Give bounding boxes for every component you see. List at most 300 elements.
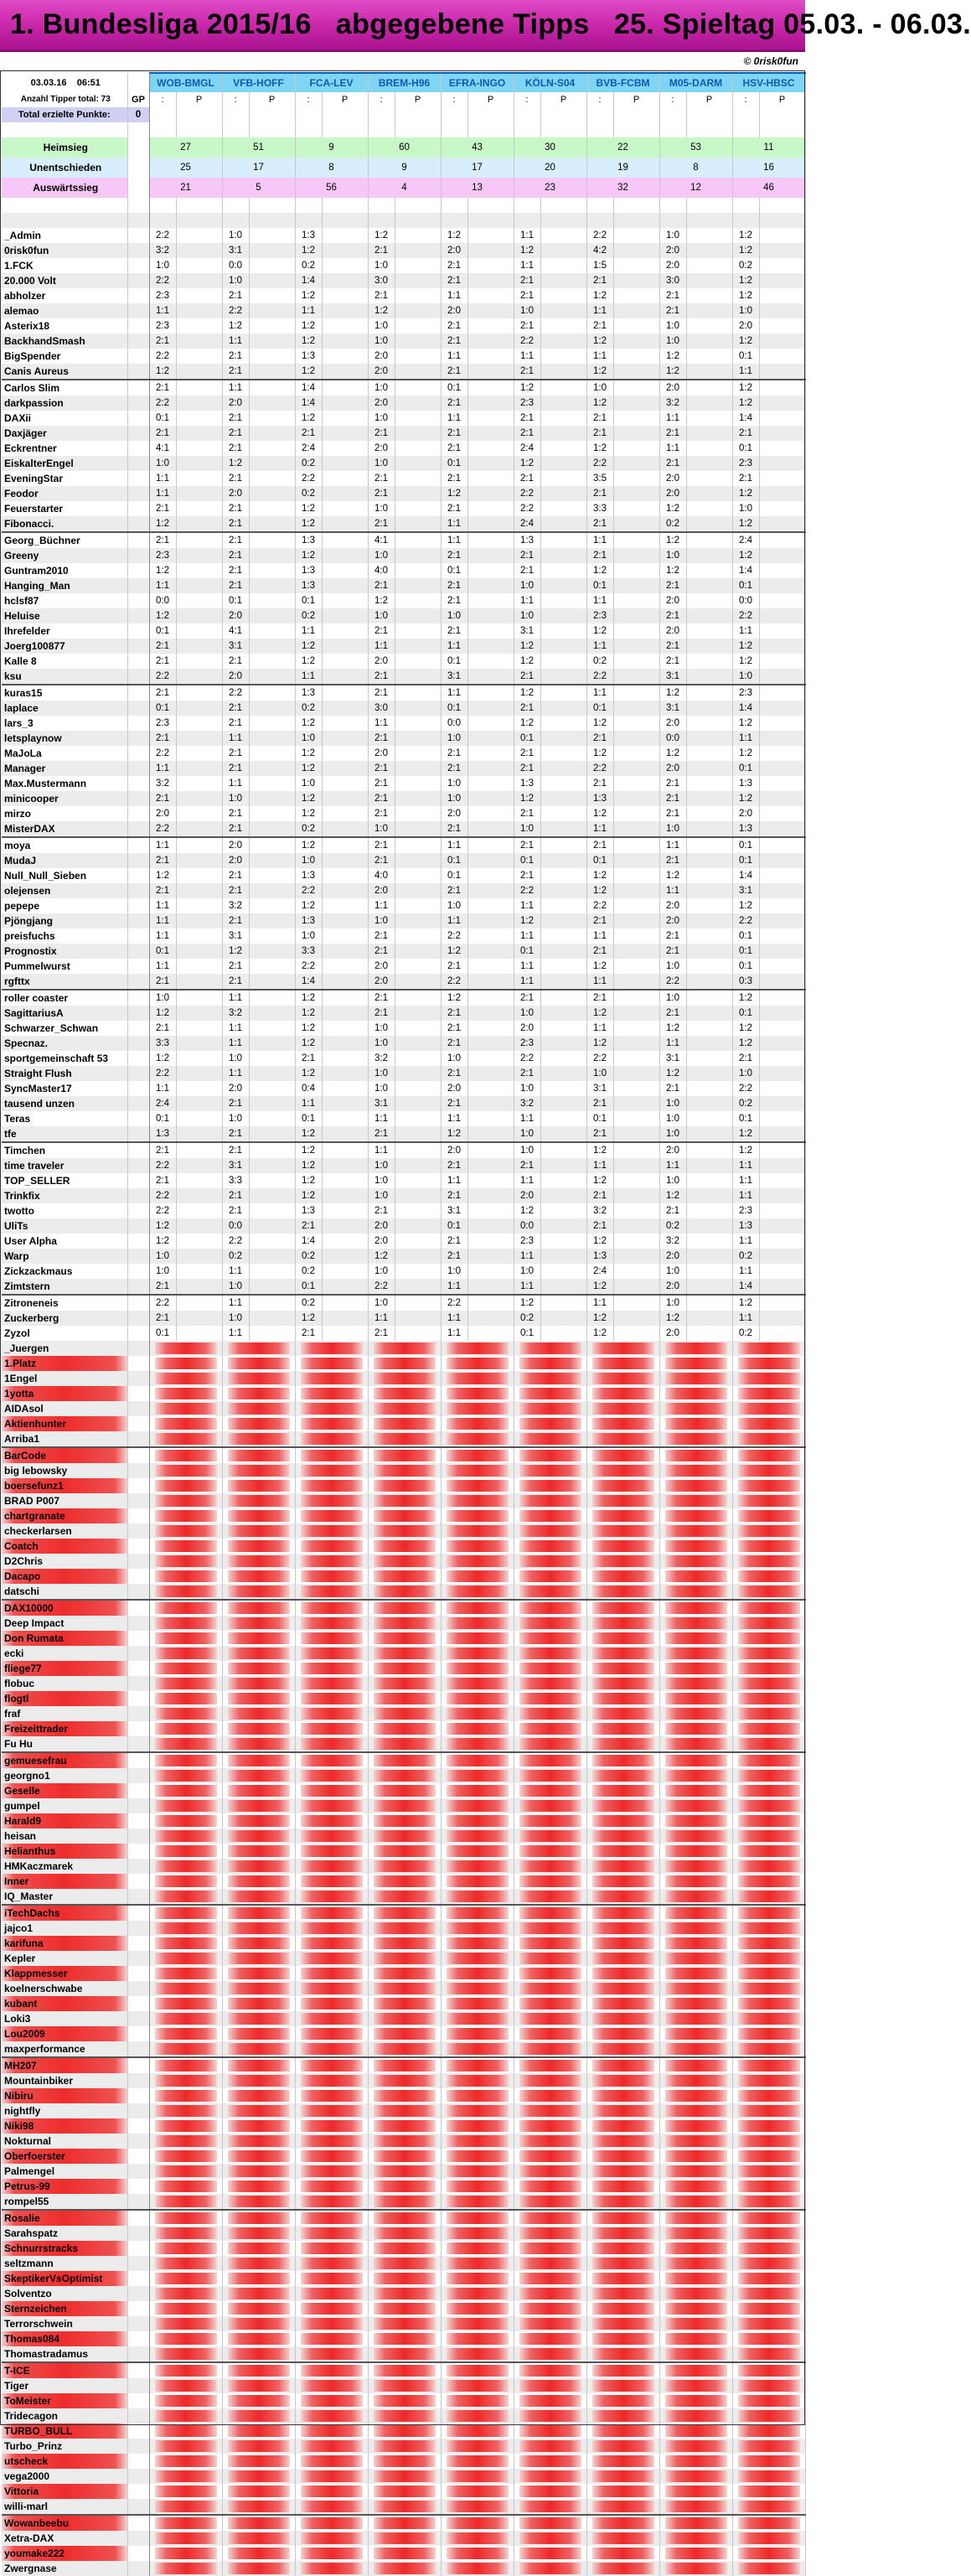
missing-tip-cell bbox=[514, 2408, 586, 2423]
tip-score: 2:1 bbox=[222, 411, 249, 426]
missing-tip-cell bbox=[514, 2469, 586, 2484]
missing-tip-cell bbox=[295, 1386, 368, 1401]
tip-score: 2:0 bbox=[368, 746, 395, 761]
missing-tip-cell bbox=[149, 1539, 222, 1554]
missing-tip-cell bbox=[222, 2561, 295, 2576]
missing-tip-marker bbox=[301, 2180, 363, 2192]
tip-points bbox=[613, 685, 659, 701]
tipper-name: Ihrefelder bbox=[2, 623, 127, 639]
missing-tip-cell bbox=[441, 1783, 514, 1798]
missing-tip-marker bbox=[374, 2075, 436, 2087]
missing-tip-cell bbox=[441, 2073, 514, 2088]
missing-tip-marker bbox=[592, 2258, 654, 2269]
missing-tip-marker bbox=[665, 1570, 727, 1582]
tip-score: 0:1 bbox=[295, 593, 322, 608]
missing-tip-cell bbox=[222, 2226, 295, 2241]
missing-tip-cell bbox=[659, 2331, 732, 2346]
missing-tip-cell bbox=[222, 1463, 295, 1478]
tip-score: 1:1 bbox=[222, 1036, 249, 1051]
missing-tip-marker bbox=[519, 1648, 581, 1659]
tip-score: 2:2 bbox=[441, 1295, 467, 1311]
missing-tip-marker bbox=[665, 1433, 727, 1445]
tipper-name: moya bbox=[2, 837, 127, 853]
tipper-points bbox=[127, 1706, 149, 1721]
tip-points bbox=[176, 837, 222, 853]
missing-tip-cell bbox=[586, 2378, 659, 2393]
tip-points bbox=[613, 853, 659, 868]
tip-points bbox=[686, 1279, 732, 1295]
tip-score: 2:1 bbox=[222, 1142, 249, 1158]
missing-tip-cell bbox=[441, 2515, 514, 2531]
missing-tip-marker bbox=[155, 2258, 217, 2269]
tip-points bbox=[467, 349, 514, 364]
tip-score: 1:0 bbox=[514, 1006, 540, 1021]
missing-tip-cell bbox=[295, 1508, 368, 1523]
tip-score: 2:1 bbox=[149, 1311, 176, 1326]
tip-score: 1:2 bbox=[732, 486, 759, 501]
empty-cell bbox=[222, 122, 249, 137]
missing-tip-marker bbox=[592, 1860, 654, 1872]
missing-tip-marker bbox=[519, 1602, 581, 1614]
missing-tip-marker bbox=[447, 1922, 509, 1934]
missing-tip-cell bbox=[368, 2057, 441, 2073]
tip-score: 2:1 bbox=[659, 944, 686, 959]
missing-tip-cell bbox=[295, 1721, 368, 1736]
tipper-points bbox=[127, 959, 149, 974]
tip-points bbox=[467, 456, 514, 471]
missing-tip-marker bbox=[374, 1585, 436, 1597]
tip-score: 1:1 bbox=[149, 471, 176, 486]
missing-tipper-row bbox=[2, 1341, 805, 1356]
tipper-row bbox=[2, 837, 805, 853]
total-row bbox=[2, 107, 805, 122]
missing-tip-marker bbox=[519, 1342, 581, 1354]
tip-points bbox=[467, 944, 514, 959]
tip-score: 1:2 bbox=[732, 548, 759, 563]
missing-tip-cell bbox=[586, 1736, 659, 1752]
tip-points bbox=[613, 806, 659, 821]
tip-points bbox=[613, 411, 659, 426]
tip-points bbox=[613, 1295, 659, 1311]
missing-tip-cell bbox=[222, 2194, 295, 2210]
missing-tip-marker bbox=[228, 2333, 290, 2345]
tip-points bbox=[395, 1311, 441, 1326]
tip-score: 2:1 bbox=[222, 471, 249, 486]
missing-tip-cell bbox=[514, 1508, 586, 1523]
tip-points bbox=[759, 396, 805, 411]
missing-tip-marker bbox=[155, 1602, 217, 1614]
missing-tip-cell bbox=[222, 2149, 295, 2164]
tip-points bbox=[759, 1218, 805, 1234]
missing-tip-marker bbox=[155, 1953, 217, 1964]
tipper-row bbox=[2, 273, 805, 288]
missing-tip-cell bbox=[222, 1859, 295, 1874]
tip-score: 1:1 bbox=[514, 928, 540, 944]
tipper-row bbox=[2, 563, 805, 578]
missing-tip-cell bbox=[295, 2362, 368, 2378]
missing-tip-cell bbox=[295, 2561, 368, 2576]
missing-tip-marker bbox=[228, 1373, 290, 1384]
missing-tip-marker bbox=[592, 2288, 654, 2299]
missing-tip-cell bbox=[222, 2256, 295, 2271]
tipper-name: darkpassion bbox=[2, 396, 127, 411]
tip-points bbox=[540, 243, 586, 258]
tip-points bbox=[176, 396, 222, 411]
missing-tip-cell bbox=[659, 2011, 732, 2026]
missing-tipper-name: heisan bbox=[2, 1829, 127, 1844]
tip-points bbox=[613, 716, 659, 731]
missing-tip-cell bbox=[149, 1844, 222, 1859]
tip-score: 2:1 bbox=[586, 776, 613, 791]
tip-score: 1:2 bbox=[659, 563, 686, 578]
missing-tip-marker bbox=[374, 1570, 436, 1582]
missing-tip-cell bbox=[149, 1493, 222, 1508]
missing-tip-cell bbox=[441, 1569, 514, 1584]
tip-score: 1:2 bbox=[732, 1295, 759, 1311]
missing-tip-marker bbox=[228, 1342, 290, 1354]
missing-tip-marker bbox=[155, 1815, 217, 1827]
missing-tip-marker bbox=[374, 2090, 436, 2102]
tip-points bbox=[176, 1173, 222, 1188]
missing-tip-cell bbox=[149, 1829, 222, 1844]
missing-tip-cell bbox=[659, 2423, 732, 2439]
missing-tip-cell bbox=[659, 1691, 732, 1706]
missing-tip-marker bbox=[738, 2425, 800, 2437]
tip-score: 1:2 bbox=[732, 791, 759, 806]
tip-score: 1:3 bbox=[732, 821, 759, 837]
tip-points bbox=[322, 639, 368, 654]
missing-tip-cell bbox=[659, 1905, 732, 1921]
tip-score: 2:0 bbox=[149, 806, 176, 821]
tip-points bbox=[759, 1249, 805, 1264]
missing-tip-marker bbox=[374, 1450, 436, 1461]
tip-score: 2:1 bbox=[222, 821, 249, 837]
tipper-points bbox=[127, 654, 149, 669]
tipper-points bbox=[127, 1234, 149, 1249]
missing-tip-marker bbox=[665, 1648, 727, 1659]
tip-score: 1:2 bbox=[441, 228, 467, 243]
missing-tip-cell bbox=[586, 2515, 659, 2531]
tip-points bbox=[395, 578, 441, 593]
missing-tip-cell bbox=[441, 1431, 514, 1447]
missing-tip-cell bbox=[295, 1463, 368, 1478]
empty-cell bbox=[686, 107, 732, 122]
tip-points bbox=[467, 563, 514, 578]
tip-score: 3:2 bbox=[659, 1234, 686, 1249]
missing-tip-cell bbox=[295, 2378, 368, 2393]
tipper-points bbox=[127, 471, 149, 486]
tip-score: 2:1 bbox=[441, 1249, 467, 1264]
empty-cell bbox=[249, 122, 295, 137]
missing-tip-marker bbox=[447, 2470, 509, 2482]
missing-tip-cell bbox=[441, 2241, 514, 2256]
tip-score: 1:2 bbox=[514, 380, 540, 396]
tip-points bbox=[322, 959, 368, 974]
missing-tipper-row bbox=[2, 2439, 805, 2454]
missing-tip-cell bbox=[659, 2118, 732, 2134]
tip-score: 1:2 bbox=[149, 868, 176, 883]
missing-tip-marker bbox=[592, 2380, 654, 2392]
tip-points bbox=[322, 806, 368, 821]
tip-points bbox=[759, 761, 805, 776]
tip-score: 1:0 bbox=[659, 1295, 686, 1311]
missing-tip-marker bbox=[155, 1738, 217, 1750]
tip-points bbox=[759, 806, 805, 821]
missing-tip-cell bbox=[368, 1661, 441, 1676]
missing-tipper-row bbox=[2, 1752, 805, 1768]
missing-tip-marker bbox=[301, 1845, 363, 1857]
tip-score: 1:2 bbox=[732, 654, 759, 669]
missing-tip-marker bbox=[447, 1358, 509, 1369]
missing-tip-marker bbox=[519, 2043, 581, 2055]
tip-score: 2:1 bbox=[514, 548, 540, 563]
missing-tip-marker bbox=[665, 1358, 727, 1369]
missing-tip-marker bbox=[592, 1845, 654, 1857]
tip-score: 2:0 bbox=[368, 654, 395, 669]
missing-tip-cell bbox=[732, 1478, 805, 1493]
missing-tip-marker bbox=[447, 1830, 509, 1842]
tip-score: 2:1 bbox=[149, 501, 176, 516]
tip-score: 2:2 bbox=[586, 898, 613, 913]
tip-points bbox=[540, 974, 586, 990]
tip-points bbox=[467, 746, 514, 761]
tip-score: 1:2 bbox=[149, 516, 176, 532]
missing-tip-marker bbox=[738, 2227, 800, 2239]
missing-tip-marker bbox=[665, 2455, 727, 2467]
missing-tip-cell bbox=[441, 1951, 514, 1966]
tip-points bbox=[249, 1188, 295, 1203]
missing-tipper-row bbox=[2, 2026, 805, 2041]
tip-score: 2:0 bbox=[659, 593, 686, 608]
missing-tip-cell bbox=[732, 2194, 805, 2210]
missing-tipper-name: Nokturnal bbox=[2, 2134, 127, 2149]
tip-score: 1:0 bbox=[441, 731, 467, 746]
tip-score: 2:1 bbox=[441, 883, 467, 898]
missing-tip-cell bbox=[586, 1829, 659, 1844]
tip-points bbox=[395, 1111, 441, 1126]
tipper-name: Canis Aureus bbox=[2, 364, 127, 380]
missing-tip-cell bbox=[441, 2561, 514, 2576]
tip-points bbox=[176, 243, 222, 258]
tip-points bbox=[249, 441, 295, 456]
tip-points bbox=[395, 898, 441, 913]
tip-points bbox=[759, 913, 805, 928]
missing-tip-marker bbox=[301, 1555, 363, 1567]
missing-tip-cell bbox=[149, 2423, 222, 2439]
missing-tip-cell bbox=[368, 1478, 441, 1493]
tip-score: 1:0 bbox=[368, 456, 395, 471]
missing-tip-marker bbox=[665, 1510, 727, 1522]
tip-points bbox=[395, 228, 441, 243]
missing-tip-cell bbox=[368, 1706, 441, 1721]
missing-tip-marker bbox=[228, 2365, 290, 2377]
tipper-points bbox=[127, 806, 149, 821]
tip-points bbox=[322, 1279, 368, 1295]
missing-tip-marker bbox=[738, 2410, 800, 2422]
empty-cell bbox=[732, 122, 759, 137]
tipper-row bbox=[2, 913, 805, 928]
tip-score: 1:2 bbox=[222, 944, 249, 959]
tip-points bbox=[249, 974, 295, 990]
missing-tip-cell bbox=[149, 2378, 222, 2393]
empty-cell bbox=[514, 198, 540, 213]
tipper-points bbox=[127, 2011, 149, 2026]
tip-score: 2:0 bbox=[659, 761, 686, 776]
tip-points bbox=[176, 791, 222, 806]
missing-tip-marker bbox=[592, 2180, 654, 2192]
missing-tip-cell bbox=[295, 2011, 368, 2026]
missing-tip-cell bbox=[514, 2378, 586, 2393]
missing-tip-marker bbox=[738, 2548, 800, 2559]
tipper-points bbox=[127, 411, 149, 426]
tip-points bbox=[686, 731, 732, 746]
missing-tip-cell bbox=[295, 2393, 368, 2408]
missing-tip-marker bbox=[155, 2120, 217, 2132]
tipper-row bbox=[2, 1249, 805, 1264]
tip-points bbox=[540, 639, 586, 654]
missing-tip-marker bbox=[374, 1678, 436, 1689]
missing-tip-marker bbox=[738, 2333, 800, 2345]
missing-tipper-row bbox=[2, 1554, 805, 1569]
missing-tip-cell bbox=[441, 2454, 514, 2469]
missing-tipper-name: Arriba1 bbox=[2, 1431, 127, 1447]
missing-tip-cell bbox=[586, 1921, 659, 1936]
tip-score: 0:1 bbox=[441, 456, 467, 471]
missing-tipper-row bbox=[2, 2393, 805, 2408]
missing-tip-cell bbox=[514, 2179, 586, 2194]
tip-score: 1:2 bbox=[732, 273, 759, 288]
missing-tip-marker bbox=[301, 2395, 363, 2407]
empty-cell bbox=[467, 213, 514, 228]
tip-points bbox=[176, 1234, 222, 1249]
tip-points bbox=[176, 761, 222, 776]
tipper-points bbox=[127, 1081, 149, 1096]
tipper-name: SagittariusA bbox=[2, 1006, 127, 1021]
tipper-points bbox=[127, 974, 149, 990]
missing-tip-cell bbox=[732, 2073, 805, 2088]
tip-score: 1:2 bbox=[514, 716, 540, 731]
tip-score: 1:3 bbox=[295, 1203, 322, 1218]
missing-tip-cell bbox=[295, 2149, 368, 2164]
missing-tip-cell bbox=[514, 1646, 586, 1661]
tip-score: 0:1 bbox=[732, 578, 759, 593]
missing-tip-marker bbox=[447, 2440, 509, 2452]
missing-tip-marker bbox=[665, 1632, 727, 1644]
missing-tip-marker bbox=[738, 1450, 800, 1461]
missing-tip-marker bbox=[738, 2150, 800, 2162]
tip-points bbox=[249, 471, 295, 486]
missing-tip-marker bbox=[228, 2120, 290, 2132]
missing-tip-cell bbox=[659, 2041, 732, 2057]
empty-cell bbox=[514, 213, 540, 228]
missing-tip-cell bbox=[586, 1539, 659, 1554]
tip-score: 1:1 bbox=[222, 1066, 249, 1081]
missing-tip-cell bbox=[732, 1905, 805, 1921]
tip-score: 2:3 bbox=[732, 685, 759, 701]
tipper-points bbox=[127, 349, 149, 364]
missing-tip-cell bbox=[441, 1341, 514, 1356]
missing-tip-marker bbox=[447, 1373, 509, 1384]
tipper-points bbox=[127, 669, 149, 685]
missing-tip-cell bbox=[514, 2057, 586, 2073]
missing-tip-marker bbox=[738, 1723, 800, 1735]
tip-score: 2:1 bbox=[659, 456, 686, 471]
tip-points bbox=[176, 990, 222, 1006]
tip-score: 2:1 bbox=[441, 334, 467, 349]
tip-points bbox=[613, 441, 659, 456]
missing-tip-marker bbox=[665, 1968, 727, 1979]
missing-tip-marker bbox=[519, 2120, 581, 2132]
tip-points bbox=[686, 639, 732, 654]
missing-tip-marker bbox=[447, 2532, 509, 2544]
missing-tip-marker bbox=[665, 2060, 727, 2072]
missing-tip-marker bbox=[301, 2120, 363, 2132]
missing-tip-cell bbox=[149, 1981, 222, 1996]
missing-tipper-row bbox=[2, 2331, 805, 2346]
tip-score: 2:1 bbox=[586, 318, 613, 334]
tip-points bbox=[467, 974, 514, 990]
missing-tip-marker bbox=[447, 1450, 509, 1461]
tipper-points bbox=[127, 1218, 149, 1234]
tip-points bbox=[322, 1111, 368, 1126]
tipper-points bbox=[127, 1951, 149, 1966]
tip-points bbox=[759, 837, 805, 853]
missing-tipper-row bbox=[2, 2346, 805, 2362]
tipper-row bbox=[2, 548, 805, 563]
missing-tip-marker bbox=[447, 1403, 509, 1415]
missing-tip-marker bbox=[301, 2440, 363, 2452]
tip-points bbox=[540, 1036, 586, 1051]
missing-tip-cell bbox=[732, 2561, 805, 2576]
tip-score: 2:2 bbox=[586, 456, 613, 471]
tip-points bbox=[540, 1218, 586, 1234]
missing-tip-marker bbox=[447, 1525, 509, 1537]
missing-tip-marker bbox=[447, 1998, 509, 2010]
tip-score: 1:2 bbox=[295, 1173, 322, 1188]
missing-tip-cell bbox=[441, 1798, 514, 1813]
tip-score: 1:2 bbox=[295, 837, 322, 853]
missing-tip-marker bbox=[519, 1632, 581, 1644]
missing-tip-marker bbox=[592, 1525, 654, 1537]
empty-cell bbox=[441, 122, 467, 137]
tip-score: 2:1 bbox=[586, 411, 613, 426]
missing-tip-marker bbox=[374, 1800, 436, 1812]
missing-tip-marker bbox=[155, 1755, 217, 1766]
empty-cell bbox=[249, 107, 295, 122]
tip-score: 2:1 bbox=[149, 883, 176, 898]
missing-tip-cell bbox=[441, 1752, 514, 1768]
missing-tip-marker bbox=[738, 2258, 800, 2269]
tip-score: 1:3 bbox=[295, 228, 322, 243]
missing-tip-marker bbox=[374, 1433, 436, 1445]
missing-tip-cell bbox=[732, 2346, 805, 2362]
tip-points bbox=[249, 1295, 295, 1311]
missing-tip-cell bbox=[295, 1691, 368, 1706]
missing-tip-marker bbox=[519, 2348, 581, 2360]
missing-tip-marker bbox=[301, 2288, 363, 2299]
missing-tip-cell bbox=[514, 1736, 586, 1752]
missing-tip-cell bbox=[222, 1691, 295, 1706]
tipper-name: alemao bbox=[2, 303, 127, 318]
missing-tip-cell bbox=[295, 1631, 368, 1646]
tip-score: 1:2 bbox=[368, 1249, 395, 1264]
tip-points bbox=[540, 1279, 586, 1295]
missing-tip-cell bbox=[368, 2546, 441, 2561]
tip-points bbox=[176, 1036, 222, 1051]
tip-points bbox=[322, 716, 368, 731]
tip-points bbox=[176, 578, 222, 593]
tip-points bbox=[540, 288, 586, 303]
